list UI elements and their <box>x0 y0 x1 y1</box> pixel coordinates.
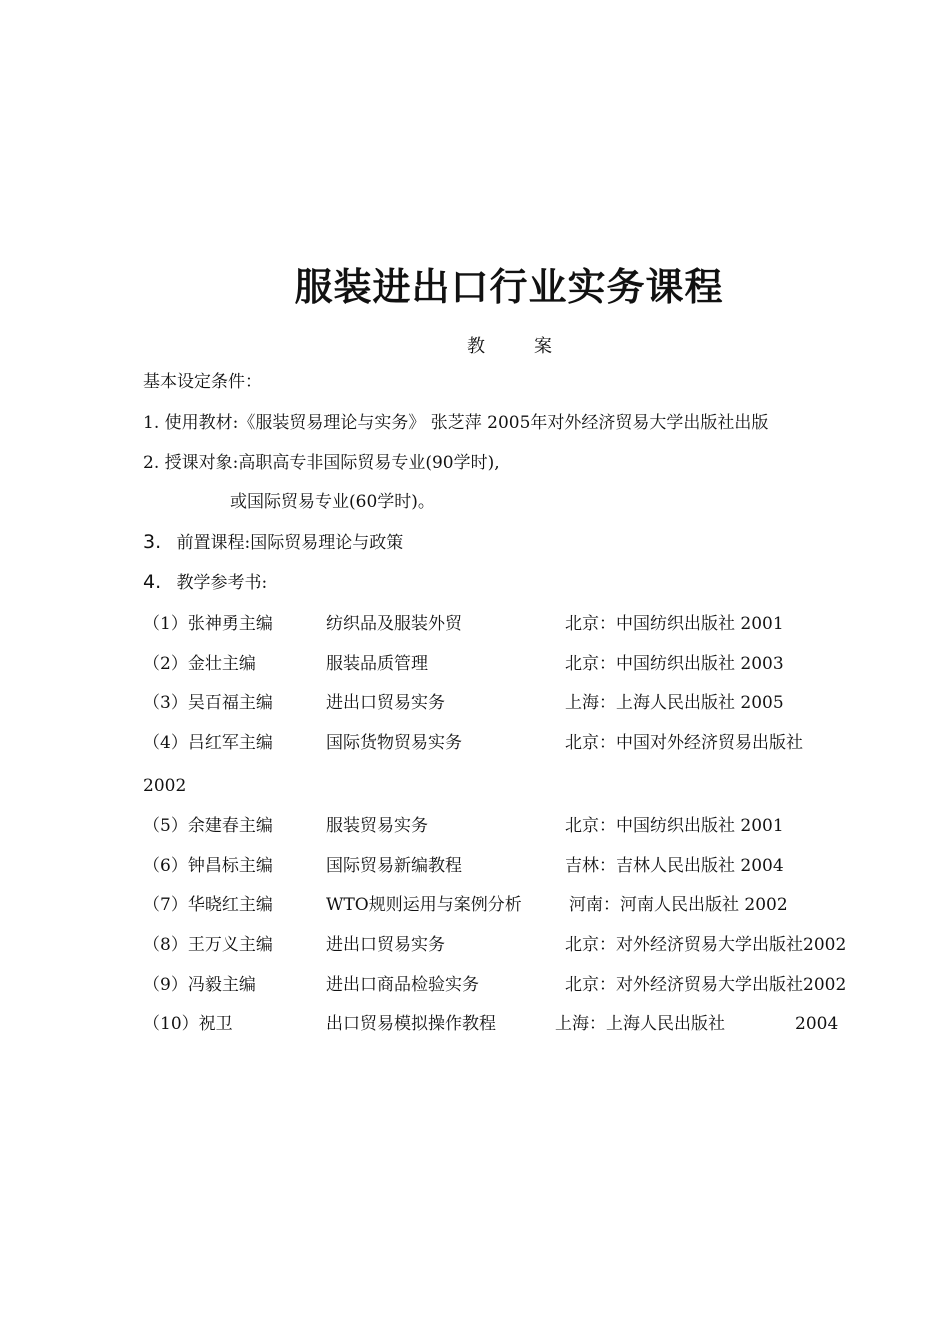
reference-publisher: 北京：中国对外经济贸易出版社 <box>565 733 803 753</box>
item-text: 前置课程:国际贸易理论与政策 <box>176 533 404 553</box>
reference-author: （10）祝卫 <box>143 1014 233 1034</box>
reference-item <box>143 1013 923 1035</box>
reference-year: 2004 <box>795 1014 839 1034</box>
reference-item <box>143 653 923 675</box>
reference-author: （8）王万义主编 <box>143 935 273 955</box>
reference-title: WTO规则运用与案例分析 <box>326 895 522 915</box>
reference-publisher: 北京：中国纺织出版社 2001 <box>565 614 784 634</box>
reference-title: 纺织品及服装外贸 <box>326 614 462 634</box>
reference-title: 国际货物贸易实务 <box>326 733 462 753</box>
reference-author: （1）张神勇主编 <box>143 614 273 634</box>
reference-author: （2）金壮主编 <box>143 654 256 674</box>
reference-author: （6）钟昌标主编 <box>143 856 273 876</box>
reference-item <box>143 974 923 996</box>
item-prerequisite <box>143 531 403 554</box>
reference-author: （9）冯毅主编 <box>143 975 256 995</box>
reference-title: 进出口贸易实务 <box>326 935 445 955</box>
reference-year-wrapped: 2002 <box>143 776 187 796</box>
reference-item <box>143 692 923 714</box>
reference-publisher: 北京：对外经济贸易大学出版社2002 <box>565 935 847 955</box>
reference-title: 进出口商品检验实务 <box>326 975 479 995</box>
reference-author: （3）吴百福主编 <box>143 693 273 713</box>
item-audience: 2. 授课对象:高职高专非国际贸易专业(90学时), <box>143 453 500 473</box>
reference-publisher: 北京：中国纺织出版社 2003 <box>565 654 784 674</box>
reference-item <box>143 894 923 916</box>
section-heading: 基本设定条件： <box>143 372 262 392</box>
reference-author: （5）余建春主编 <box>143 816 273 836</box>
reference-item <box>143 855 923 877</box>
item-number: 3. <box>143 531 162 553</box>
reference-publisher: 北京：对外经济贸易大学出版社2002 <box>565 975 847 995</box>
reference-item <box>143 934 923 956</box>
subtitle-char-1: 教 <box>467 336 485 357</box>
item-text: 教学参考书: <box>176 573 268 593</box>
item-reference-books <box>143 571 267 594</box>
reference-author: （7）华晓红主编 <box>143 895 273 915</box>
reference-title: 进出口贸易实务 <box>326 693 445 713</box>
item-textbook: 1. 使用教材:《服装贸易理论与实务》 张芝萍 2005年对外经济贸易大学出版社出版 <box>143 413 769 433</box>
reference-item <box>143 815 923 837</box>
item-audience-continued: 或国际贸易专业(60学时)。 <box>230 492 435 512</box>
reference-publisher: 北京：中国纺织出版社 2001 <box>565 816 784 836</box>
reference-title: 服装品质管理 <box>326 654 428 674</box>
subtitle-char-2: 案 <box>534 336 552 357</box>
page-title: 服装进出口行业实务课程 <box>294 265 724 309</box>
reference-publisher: 上海：上海人民出版社 2005 <box>565 693 784 713</box>
reference-author: （4）吕红军主编 <box>143 733 273 753</box>
reference-item <box>143 613 923 635</box>
reference-title: 出口贸易模拟操作教程 <box>326 1014 496 1034</box>
reference-publisher: 河南：河南人民出版社 2002 <box>569 895 788 915</box>
reference-publisher: 上海：上海人民出版社 <box>555 1014 725 1034</box>
reference-publisher: 吉林：吉林人民出版社 2004 <box>565 856 784 876</box>
reference-title: 国际贸易新编教程 <box>326 856 462 876</box>
reference-title: 服装贸易实务 <box>326 816 428 836</box>
reference-item <box>143 732 923 754</box>
item-number: 4. <box>143 571 162 593</box>
